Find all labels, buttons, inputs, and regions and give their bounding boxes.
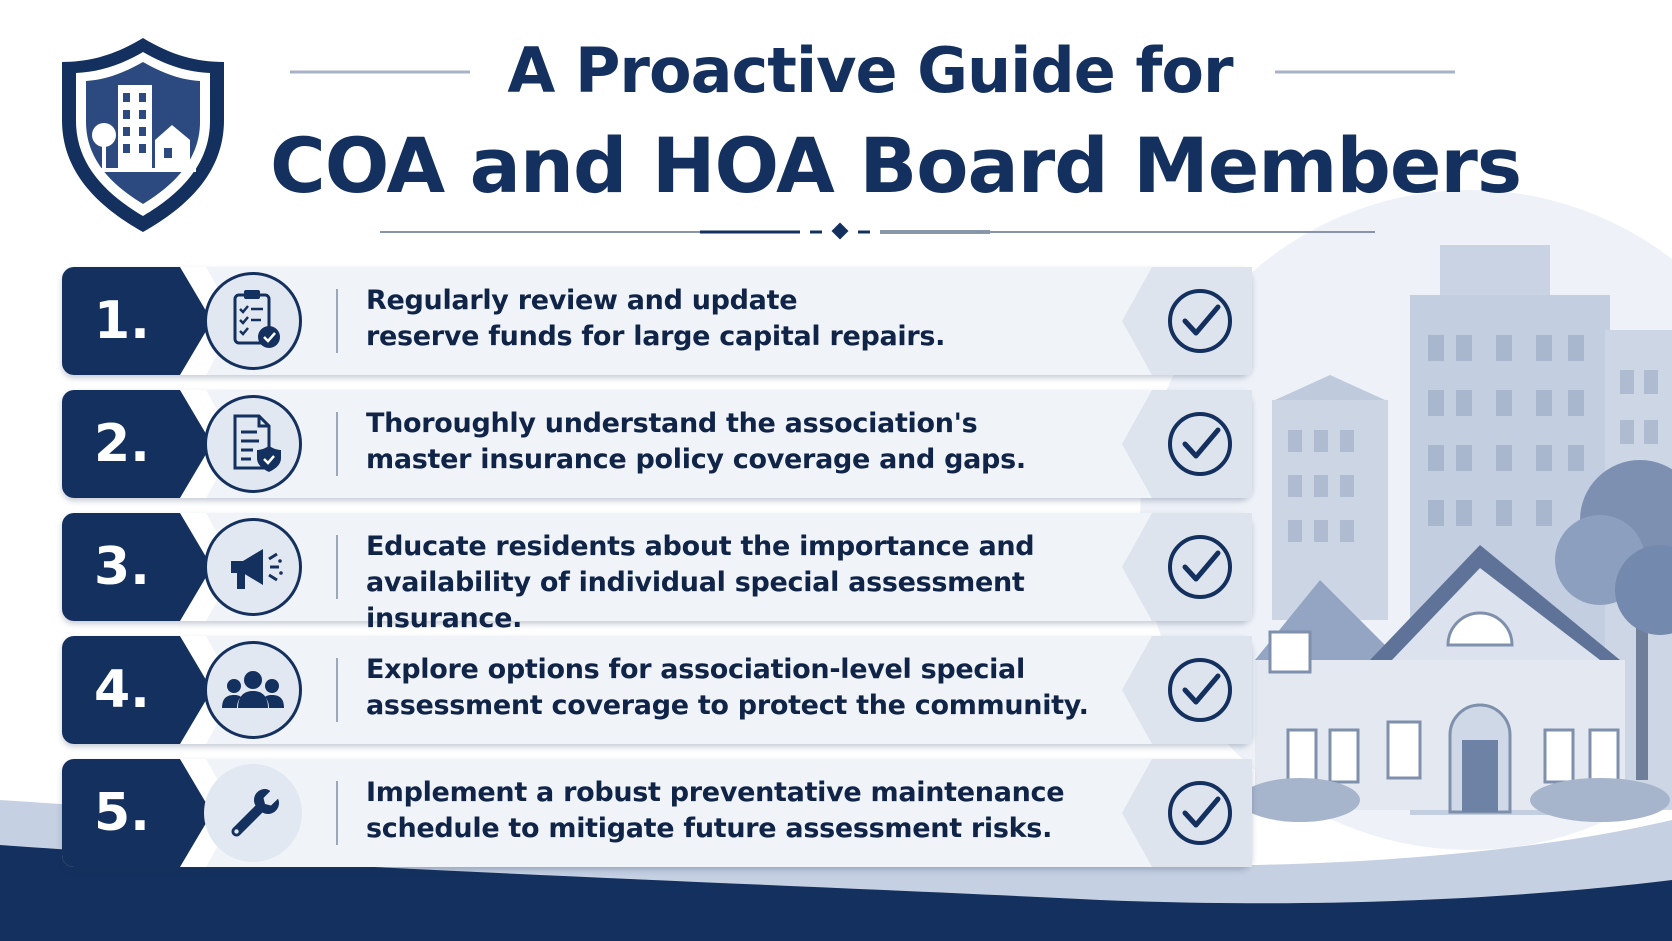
row-divider [336,781,338,845]
item-text [366,652,1166,724]
item-number: 1. [62,267,180,375]
item-text-line-1: Educate residents about the importance and [366,531,1035,562]
row-divider [336,412,338,476]
item-text-line-1: Implement a robust preventative maintenance [366,777,1065,808]
item-text-line-1: Explore options for association-level special [366,654,1025,685]
item-text-line-2: availability of individual special assessment insurance. [366,567,1025,634]
item-text [366,529,1166,637]
list-item [62,513,1252,634]
item-text-line-2: master insurance policy coverage and gaps. [366,444,1026,475]
item-number: 4. [62,636,180,744]
icon-badge [204,272,302,370]
shield-logo-icon [62,38,224,232]
community-group-icon [207,644,299,736]
item-number: 2. [62,390,180,498]
icon-badge [204,518,302,616]
list-item [62,759,1252,867]
item-text [366,775,1166,847]
list-item [62,390,1252,498]
row-divider [336,658,338,722]
item-number: 3. [62,513,180,621]
checkmark-circle-icon [1122,267,1252,375]
row-divider [336,535,338,599]
page-title-line-1: A Proactive Guide for [507,34,1233,107]
checkmark-circle-icon [1122,636,1252,744]
policy-document-shield-icon [207,398,299,490]
item-number: 5. [62,759,180,867]
title-underline-ornament [380,223,1375,240]
page-title-line-2: COA and HOA Board Members [270,121,1522,210]
checkmark-circle-icon [1122,759,1252,867]
wrench-icon [207,767,299,859]
list-item [62,267,1252,375]
item-text [366,406,1166,478]
checkmark-circle-icon [1122,390,1252,498]
item-text-line-1: Regularly review and update [366,285,798,316]
icon-badge [204,764,302,862]
row-divider [336,289,338,353]
item-text [366,283,1166,355]
clipboard-checklist-icon [207,275,299,367]
item-text-line-2: reserve funds for large capital repairs. [366,321,946,352]
icon-badge [204,395,302,493]
left-building-illustration [1272,375,1388,620]
item-text-line-2: assessment coverage to protect the community. [366,690,1089,721]
list-item [62,636,1252,744]
megaphone-icon [207,521,299,613]
icon-badge [204,641,302,739]
item-text-line-1: Thoroughly understand the association's [366,408,978,439]
item-text-line-2: schedule to mitigate future assessment risks. [366,813,1053,844]
checkmark-circle-icon [1122,513,1252,621]
